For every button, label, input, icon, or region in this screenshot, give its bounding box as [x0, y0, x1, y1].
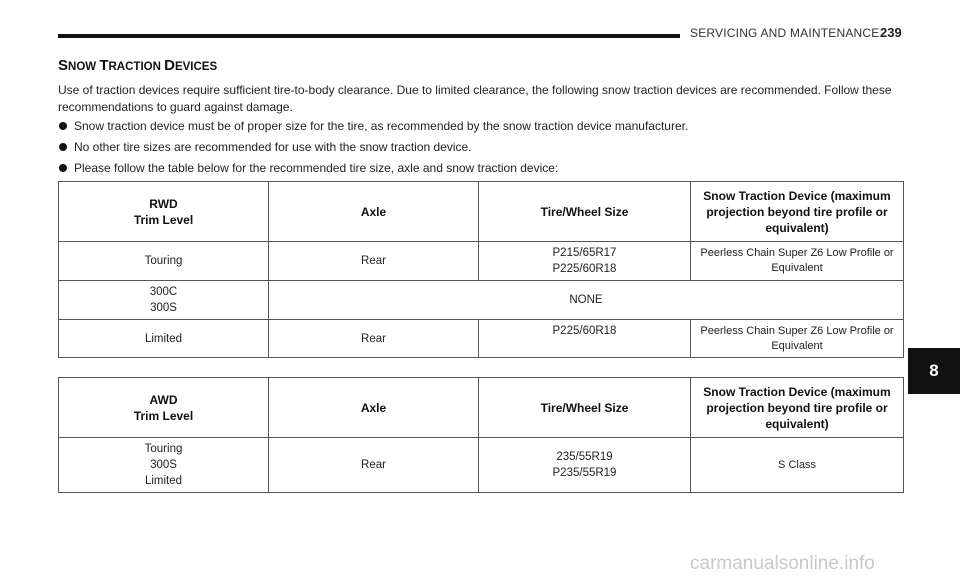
trim-line: 300S	[150, 459, 177, 471]
header-trim-level	[59, 378, 269, 438]
cell-trim	[59, 438, 269, 493]
tire-size-line: 235/55R19	[556, 451, 613, 463]
cell-axle: Rear	[269, 242, 479, 281]
awd-snow-traction-table	[58, 377, 904, 493]
cell-trim: Limited	[59, 320, 269, 358]
table-header-row	[59, 378, 904, 438]
bullet-item	[58, 160, 903, 177]
header-trim-label: Trim Level	[133, 408, 194, 423]
trim-line: 300S	[150, 302, 177, 314]
header-axle: Axle	[269, 378, 479, 438]
table-row	[59, 320, 904, 358]
section-title	[58, 57, 217, 74]
cell-traction-device: S Class	[691, 438, 904, 493]
bullet-text: No other tire sizes are recommended for use with the snow traction device.	[74, 140, 472, 154]
title-cap-s: S	[58, 57, 69, 74]
rwd-snow-traction-table	[58, 181, 904, 358]
title-rest-snow: NOW	[68, 61, 100, 73]
tire-size-line: P235/55R19	[552, 467, 617, 479]
header-trim-label: Trim Level	[133, 212, 194, 227]
title-cap-t: T	[99, 57, 109, 74]
cell-none: NONE	[269, 281, 904, 320]
watermark: carmanualsonline.info	[690, 553, 875, 574]
cell-traction-device: Peerless Chain Super Z6 Low Profile or Equivalent	[691, 320, 904, 358]
intro-paragraph: Use of traction devices require sufficient tire-to-body clearance. Due to limited clearance, the following snow traction devices are recommended. Follow these recommendations to guard against damage.	[58, 83, 892, 114]
header-rule	[58, 34, 680, 38]
cell-trim: Touring	[59, 242, 269, 281]
bullet-icon	[59, 122, 67, 130]
header-traction-device: Snow Traction Device (maximum projection beyond tire profile or equivalent)	[691, 182, 904, 242]
header-drive-type: AWD	[149, 392, 178, 407]
table-header-row	[59, 182, 904, 242]
cell-axle: Rear	[269, 320, 479, 358]
cell-tire-size	[479, 242, 691, 281]
title-rest-traction: RACTION	[108, 61, 165, 73]
cell-tire-size: P225/60R18	[479, 320, 691, 358]
header-axle: Axle	[269, 182, 479, 242]
table-row	[59, 438, 904, 493]
trim-line: 300C	[149, 286, 178, 298]
table-row	[59, 242, 904, 281]
bullet-icon	[59, 164, 67, 172]
header-tire-size: Tire/Wheel Size	[479, 378, 691, 438]
tire-size-line: P225/60R18	[552, 263, 617, 275]
bullet-list	[58, 118, 903, 181]
header-traction-device: Snow Traction Device (maximum projection beyond tire profile or equivalent)	[691, 378, 904, 438]
bullet-icon	[59, 143, 67, 151]
header-drive-type: RWD	[149, 196, 178, 211]
cell-traction-device: Peerless Chain Super Z6 Low Profile or Equivalent	[691, 242, 904, 281]
page-number: 239	[880, 25, 902, 40]
tire-size-line: P215/65R17	[552, 247, 617, 259]
cell-trim	[59, 281, 269, 320]
cell-tire-size	[479, 438, 691, 493]
chapter-tab: 8	[908, 348, 960, 394]
bullet-text: Snow traction device must be of proper size for the tire, as recommended by the snow traction device manufacturer.	[74, 119, 689, 133]
trim-line: Touring	[144, 443, 183, 455]
bullet-item	[58, 118, 903, 135]
header-tire-size: Tire/Wheel Size	[479, 182, 691, 242]
title-rest-devices: EVICES	[174, 61, 218, 73]
title-cap-d: D	[164, 57, 175, 74]
cell-axle: Rear	[269, 438, 479, 493]
bullet-text: Please follow the table below for the recommended tire size, axle and snow traction device:	[74, 161, 559, 175]
trim-line: Limited	[144, 475, 183, 487]
table-row	[59, 281, 904, 320]
header-trim-level	[59, 182, 269, 242]
bullet-item	[58, 139, 903, 156]
header-section-title: SERVICING AND MAINTENANCE	[690, 26, 880, 40]
